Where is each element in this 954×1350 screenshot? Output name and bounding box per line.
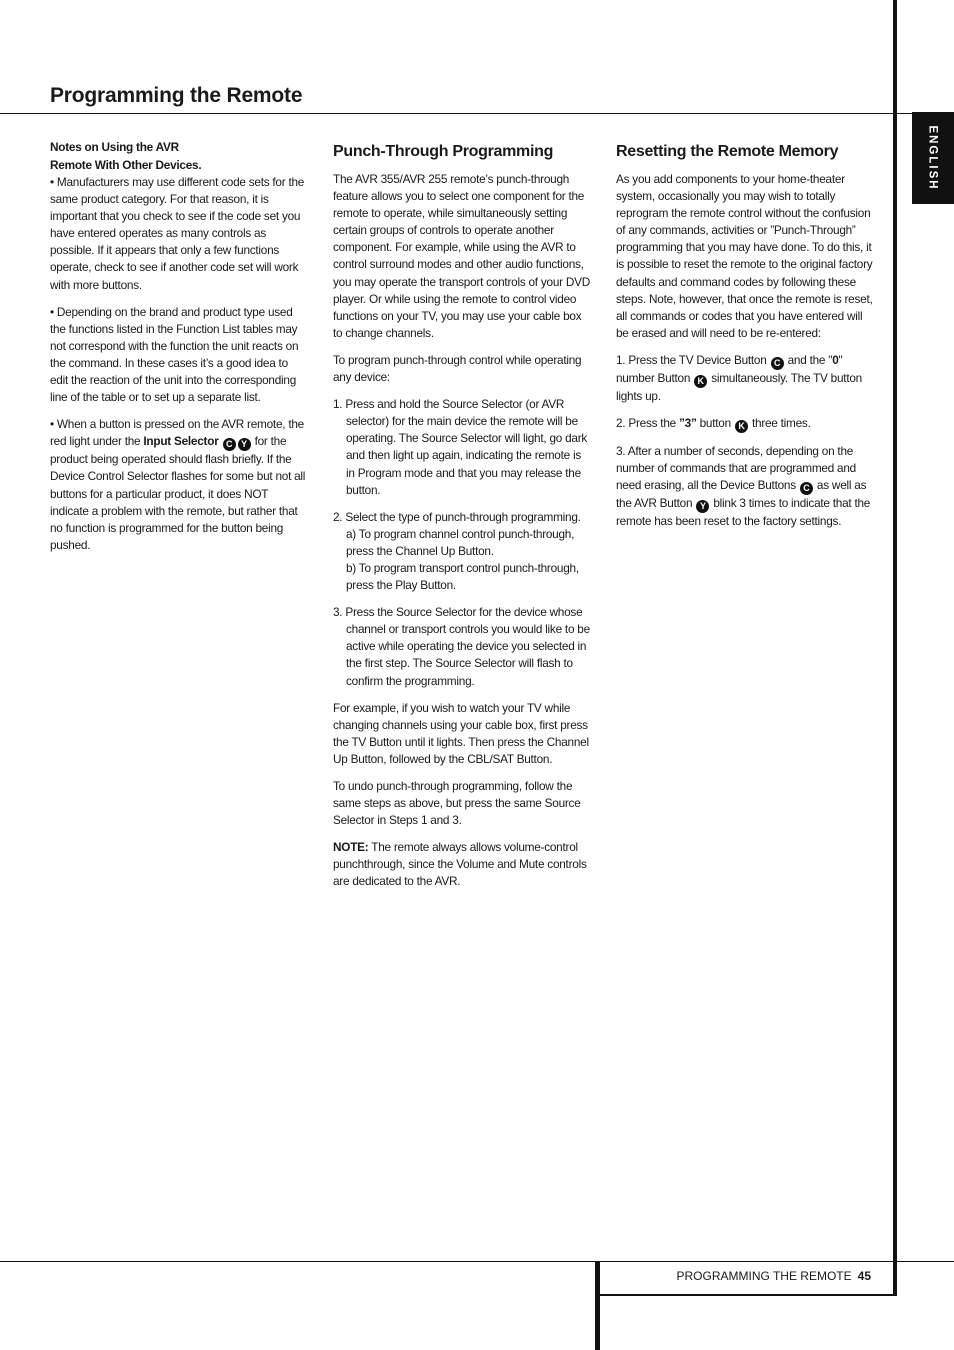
notes-paragraph-function-list: • Depending on the brand and product type used the functions listed in the Function List tables may not correspond with the function the unit reacts on the command. In these cases it’s a good idea to edit the reaction of the unit into the corresponding line of the table or to set up a separate list. — [50, 304, 299, 405]
footer-section-name: PROGRAMMING THE REMOTE — [676, 1269, 852, 1283]
notes-heading-line1: Notes on Using the AVR — [50, 140, 179, 154]
text-run: and the " — [784, 352, 833, 367]
input-selector-label: Input Selector — [143, 434, 219, 449]
callout-k-icon: K — [694, 375, 707, 388]
punch-through-intro: The AVR 355/AVR 255 remote’s punch-through feature allows you to select one component for the remote to operate, while simultaneously setting certain groups of controls to operate another component. For example, while using the AVR to control surround modes and other audio functions, you may operate the transport controls of your DVD player. Or while using the remote to control video functions on your TV, you may use your cable box to change channels. — [333, 172, 590, 340]
language-tab — [912, 112, 954, 204]
text-run: • When a button is pressed on the AVR remote, the red light under the — [50, 417, 304, 449]
reset-step-1 — [616, 352, 874, 405]
text-run: simultaneously. The TV button lights up. — [616, 370, 862, 403]
right-margin-bar — [893, 0, 897, 1296]
punch-through-example: For example, if you wish to watch your TV while changing channels using your cable box, first press the TV Button until it lights. Then press the Channel Up Button, followed by the CBL/SAT Button. — [333, 700, 589, 766]
punch-through-step-1: 1. Press and hold the Source Selector (or AVR selector) for the main device the remote will be operating. The Source Selector will light, go dark and then light up again, indicating the remote is in Program mode and that you may release the button. — [333, 397, 588, 497]
notes-heading-line2: Remote With Other Devices. — [50, 158, 202, 172]
text-run: button — [696, 416, 734, 431]
reset-step-3 — [616, 443, 874, 530]
page-title: Programming the Remote — [50, 84, 303, 107]
text-run: three times. — [748, 416, 811, 431]
text-run: as well as the AVR Button — [616, 478, 867, 511]
reset-memory-heading: Resetting the Remote Memory — [616, 143, 839, 160]
note-text: The remote always allows volume-control punchthrough, since the Volume and Mute controls are dedicated to the AVR. — [333, 840, 587, 889]
notes-paragraph-red-light — [50, 416, 307, 554]
text-run: 3. After a number of seconds, depending on the number of commands that are programmed and need erasing, all the Device Buttons — [616, 444, 856, 493]
step-2-text: 2. Select the type of punch-through programming. — [333, 509, 581, 524]
punch-through-step-2 — [333, 509, 591, 594]
reset-memory-column — [616, 142, 874, 540]
text-run: 2. Press the — [616, 416, 679, 431]
step-2b-text: b) To program transport control punch-through, press the Play Button. — [346, 560, 579, 593]
zero-button-label: 0 — [832, 352, 839, 367]
callout-k-icon: K — [735, 420, 748, 433]
notes-paragraph-code-sets: • Manufacturers may use different code sets for the same product category. For that reason, it is important that you check to see if the code set you have entered operates as many controls as possible. If it appears that only a few functions operate, check to see if another code set will work with more buttons. — [50, 175, 305, 292]
notes-column — [50, 138, 307, 564]
punch-through-instruction: To program punch-through control while operating any device: — [333, 352, 582, 385]
header-rule — [0, 113, 954, 114]
text-run: 1. Press the TV Device Button — [616, 352, 770, 367]
punch-through-note — [333, 839, 591, 890]
punch-through-step-3: 3. Press the Source Selector for the device whose channel or transport controls you would like to be active while operating the device you selected in the first step. The Source Selector will flash to confirm the programming. — [333, 605, 590, 688]
callout-y-icon: Y — [238, 438, 251, 451]
note-label: NOTE: — [333, 840, 369, 855]
punch-through-undo: To undo punch-through programming, follow the same steps as above, but press the same Source Selector in Steps 1 and 3. — [333, 779, 581, 828]
footer-text — [677, 1269, 871, 1283]
text-run: " number Button — [616, 352, 843, 385]
language-tab-label: ENGLISH — [927, 125, 939, 191]
step-2a-text: a) To program channel control punch-through, press the Channel Up Button. — [346, 526, 575, 558]
callout-c-icon: C — [800, 482, 813, 495]
reset-step-2 — [616, 415, 874, 433]
callout-c-icon: C — [771, 357, 784, 370]
text-run: blink 3 times to indicate that the remote has been reset to the factory settings. — [616, 496, 871, 529]
footer-bottom-rule — [600, 1294, 897, 1296]
page-number: 45 — [857, 1269, 871, 1283]
callout-c-icon: C — [223, 438, 236, 451]
text-run: for the product being operated should flash briefly. If the Device Control Selector flashes for some but not all buttons for a particular product, it does NOT indicate a problem with the remote, but rather that no function is programmed for the button being pushed. — [50, 434, 306, 552]
punch-through-column — [333, 142, 591, 901]
reset-memory-intro: As you add components to your home-theater system, occasionally you may wish to totally reprogram the remote control without the confusion of any commands, activities or ”Punch-Through” programming that you may have done. To do this, it is possible to reset the remote to the original factory defaults and command codes by following these steps. Note, however, that once the remote is reset, all commands or codes that you have entered will be erased and will need to be re-entered: — [616, 172, 873, 340]
three-button-label: ”3” — [678, 416, 697, 431]
punch-through-heading: Punch-Through Programming — [333, 143, 554, 160]
footer — [600, 1262, 893, 1294]
callout-y-icon: Y — [696, 500, 709, 513]
